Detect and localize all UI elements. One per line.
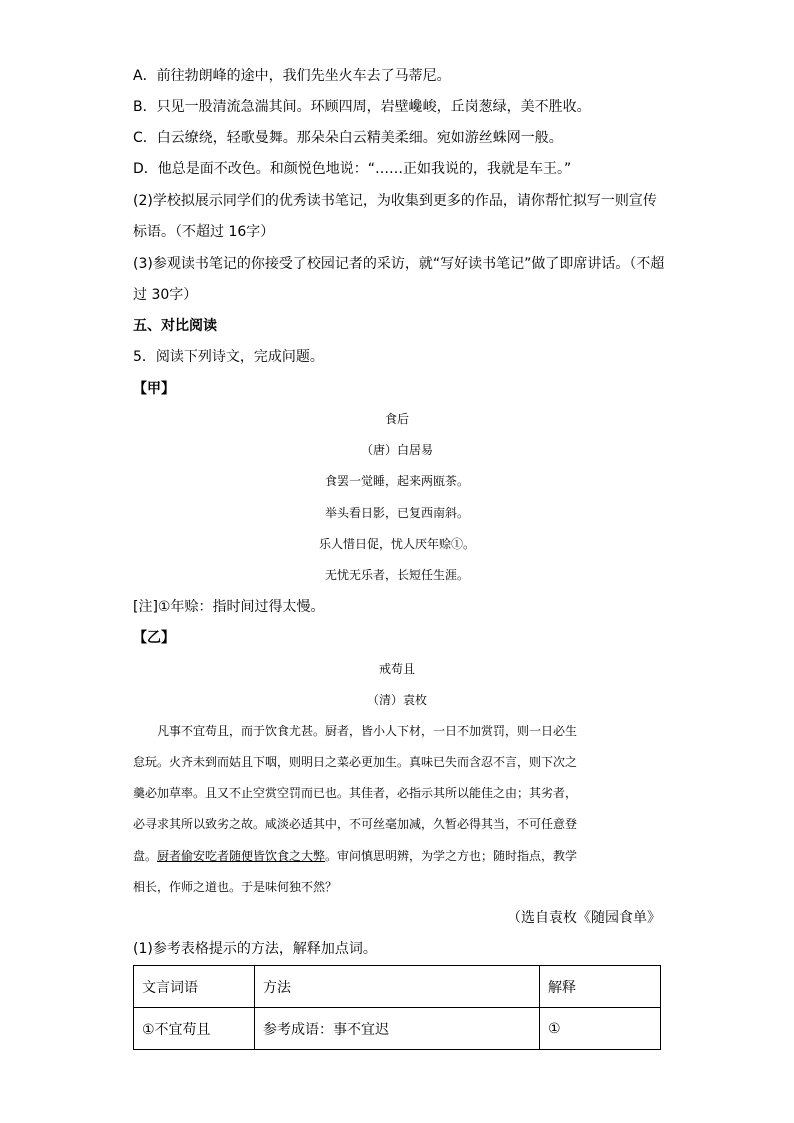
table-cell: ①不宜苟且 (134, 1008, 255, 1050)
table-header-cell: 文言词语 (134, 966, 255, 1008)
poem-line: 举头看日影，已复西南斜。 (324, 506, 469, 520)
prose-line: 相长，作师之道也。于是味何独不然？ (133, 880, 338, 894)
question-1: (1)参考表格提示的方法，解释加点词。 (133, 941, 377, 957)
poem-line: 乐人惜日促，忧人厌年赊①。 (318, 537, 475, 551)
prose-text: 盘。 (133, 849, 158, 863)
underlined-sentence: 厨者偷安吃者随便皆饮食之大弊 (157, 849, 326, 863)
question-2-line2: 标语。（不超过 16字） (133, 224, 275, 240)
jia-label: 【甲】 (133, 381, 175, 397)
poem-author: （唐）白居易 (360, 443, 433, 457)
prose-line (133, 847, 661, 865)
poem-line: 无忧无乐者，长短任生涯。 (324, 568, 469, 582)
poem-line: 食罢一觉睡，起来两瓯茶。 (324, 474, 469, 488)
table-header-cell: 方法 (255, 966, 540, 1008)
option-b: B．只见一股清流急湍其间。环顾四周，岩壁巉峻，丘岗葱绿，美不胜收。 (133, 99, 591, 115)
poem-title: 食后 (384, 412, 409, 426)
prose-title: 戒苟且 (378, 662, 415, 676)
table-row (134, 1008, 661, 1050)
vocab-table (133, 965, 661, 1050)
prose-line: 必寻求其所以致劣之故。咸淡必适其中，不可丝毫加减，久暂必得其当，不可任意登 (133, 817, 578, 831)
prose-author: （清）袁枚 (366, 693, 427, 707)
table-cell: 参考成语：事不宜迟 (255, 1008, 540, 1050)
prose-line: 怠玩。火齐未到而姑且下咽，则明日之菜必更加生。真味已失而含忍不言，则下次之 (133, 755, 578, 769)
option-d: D．他总是面不改色。和颜悦色地说：“……正如我说的，我就是车王。” (133, 161, 572, 177)
poem-note: [注]①年赊：指时间过得太慢。 (133, 599, 325, 615)
section-heading: 五、对比阅读 (133, 318, 217, 334)
prose-text: 。审问慎思明辨，为学之方也；随时指点，教学 (325, 849, 578, 863)
prose-line: 凡事不宜苟且，而于饮食尤甚。厨者，皆小人下材，一日不加赏罚，则一日必生 (133, 724, 578, 738)
prose-source: （选自袁枚《随园食单》 (507, 910, 661, 926)
table-header-cell: 解释 (540, 966, 661, 1008)
question-2-line1: (2)学校拟展示同学们的优秀读书笔记，为收集到更多的作品，请你帮忙拟写一则宣传 (133, 193, 657, 209)
question-3-line1: (3)参观读书笔记的你接受了校园记者的采访，就“写好读书笔记”做了即席讲话。（不超 (133, 256, 665, 272)
prose-line: 羹必加草率。且又不止空赏空罚而已也。其佳者，必指示其所以能佳之由；其劣者， (133, 786, 578, 800)
option-c: C．白云缭绕，轻歌曼舞。那朵朵白云精美柔细。宛如游丝蛛网一般。 (133, 130, 563, 146)
question-5-intro: 5．阅读下列诗文，完成问题。 (133, 349, 324, 365)
question-3-line2: 过 30字） (133, 287, 198, 303)
table-cell: ① (540, 1008, 661, 1050)
table-header-row (134, 966, 661, 1008)
yi-label: 【乙】 (133, 630, 175, 646)
option-a: A．前往勃朗峰的途中，我们先坐火车去了马蒂尼。 (133, 68, 451, 84)
